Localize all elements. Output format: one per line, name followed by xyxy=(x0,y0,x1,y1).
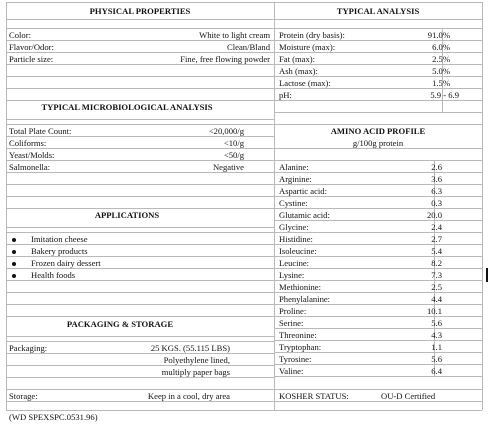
grid-line xyxy=(274,256,482,257)
grid-line xyxy=(6,268,274,269)
amino-acid-value: 6.4 xyxy=(431,366,442,376)
grid-line xyxy=(274,28,482,29)
amino-subheading: g/100g protein xyxy=(352,138,404,148)
physical-particle-value: Fine, free flowing powder xyxy=(180,54,270,64)
amino-acid-label: Proline: xyxy=(279,306,307,316)
micro-coliforms-value: <10/g xyxy=(223,138,244,148)
grid-line xyxy=(6,389,274,390)
bullet-icon xyxy=(12,250,16,254)
grid-line xyxy=(274,196,482,197)
amino-acid-value: 10.1 xyxy=(426,306,442,316)
grid-line xyxy=(274,244,482,245)
micro-salmonella-value: Negative xyxy=(212,162,244,172)
grid-line xyxy=(6,52,274,53)
analysis-protein-label: Protein (dry basis): xyxy=(279,30,345,40)
amino-acid-value: 2.4 xyxy=(431,222,442,232)
grid-line xyxy=(6,2,482,3)
amino-acid-value: 2.5 xyxy=(431,282,442,292)
grid-line xyxy=(6,184,274,185)
grid-line xyxy=(6,100,274,101)
grid-line xyxy=(6,244,274,245)
physical-flavor-label: Flavor/Odor: xyxy=(9,42,54,52)
grid-line xyxy=(6,410,482,411)
application-item: Imitation cheese xyxy=(31,234,88,244)
amino-acid-label: Phenylalanine: xyxy=(279,294,331,304)
bullet-icon xyxy=(12,274,16,278)
packaging-line: 25 KGS. (55.115 LBS) xyxy=(150,343,230,353)
applications-heading: APPLICATIONS xyxy=(94,210,160,220)
amino-acid-label: Tyrosine: xyxy=(279,354,312,364)
micro-heading: TYPICAL MICROBIOLOGICAL ANALYSIS xyxy=(41,102,213,112)
amino-acid-label: Lysine: xyxy=(279,270,305,280)
micro-yeast-label: Yeast/Molds: xyxy=(9,150,55,160)
grid-line xyxy=(6,28,274,29)
amino-acid-label: Tryptophan: xyxy=(279,342,322,352)
amino-acid-label: Histidine: xyxy=(279,234,313,244)
amino-acid-value: 6.3 xyxy=(431,186,442,196)
grid-line xyxy=(274,19,482,20)
amino-acid-label: Glutamic acid: xyxy=(279,210,330,220)
grid-line xyxy=(274,376,482,377)
grid-line xyxy=(274,268,482,269)
grid-line xyxy=(274,172,482,173)
kosher-label: KOSHER STATUS: xyxy=(279,391,349,401)
grid-line xyxy=(274,389,482,390)
analysis-ash-label: Ash (max): xyxy=(279,66,318,76)
grid-line xyxy=(274,304,482,305)
grid-line xyxy=(6,292,274,293)
physical-color-value: White to light cream xyxy=(199,30,270,40)
grid-line xyxy=(6,401,274,402)
amino-acid-value: 0.3 xyxy=(431,198,442,208)
amino-acid-label: Serine: xyxy=(279,318,304,328)
amino-acid-value: 4.3 xyxy=(431,330,442,340)
grid-line xyxy=(274,292,482,293)
amino-acid-value: 5.6 xyxy=(431,318,442,328)
grid-line xyxy=(6,316,274,317)
grid-line xyxy=(6,172,274,173)
grid-line xyxy=(274,316,482,317)
storage-value: Keep in a cool, dry area xyxy=(147,391,230,401)
analysis-moisture-value: 6.0% xyxy=(432,42,450,52)
analysis-ash-value: 5.0% xyxy=(432,66,450,76)
grid-line xyxy=(6,119,274,120)
grid-line xyxy=(274,352,482,353)
grid-line xyxy=(6,232,274,233)
grid-line xyxy=(274,401,482,402)
kosher-value: OU-D Certified xyxy=(381,391,436,401)
amino-acid-value: 2.6 xyxy=(431,162,442,172)
packaging-label: Packaging: xyxy=(9,343,48,353)
grid-line xyxy=(6,136,274,137)
grid-line xyxy=(6,19,274,20)
analysis-lactose-value: 1.5% xyxy=(432,78,450,88)
physical-heading: PHYSICAL PROPERTIES xyxy=(89,6,191,16)
grid-line xyxy=(274,124,482,125)
physical-color-label: Color: xyxy=(9,30,31,40)
grid-line xyxy=(482,2,483,410)
grid-line xyxy=(6,148,274,149)
grid-line xyxy=(6,377,274,378)
grid-line xyxy=(274,220,482,221)
amino-acid-value: 5.6 xyxy=(431,354,442,364)
spec-sheet-table xyxy=(6,0,482,422)
amino-acid-label: Valine: xyxy=(279,366,304,376)
micro-coliforms-label: Coliforms: xyxy=(9,138,47,148)
grid-line xyxy=(6,304,274,305)
micro-salmonella-label: Salmonella: xyxy=(9,162,51,172)
grid-line xyxy=(274,88,482,89)
grid-line xyxy=(274,184,482,185)
amino-acid-value: 1.1 xyxy=(431,342,442,352)
amino-acid-label: Arginine: xyxy=(279,174,312,184)
amino-acid-value: 8.2 xyxy=(431,258,442,268)
grid-line xyxy=(274,208,482,209)
amino-acid-value: 3.6 xyxy=(431,174,442,184)
grid-line xyxy=(274,280,482,281)
grid-line xyxy=(6,76,274,77)
physical-particle-label: Particle size: xyxy=(9,54,54,64)
grid-line xyxy=(6,208,274,209)
grid-line xyxy=(6,196,274,197)
analysis-heading: TYPICAL ANALYSIS xyxy=(336,6,420,16)
grid-line xyxy=(6,365,274,366)
amino-heading: AMINO ACID PROFILE xyxy=(330,126,426,136)
grid-line xyxy=(6,280,274,281)
grid-line xyxy=(6,160,274,161)
bullet-icon xyxy=(12,238,16,242)
analysis-moisture-label: Moisture (max): xyxy=(279,42,336,52)
grid-line xyxy=(274,76,482,77)
bullet-icon xyxy=(12,262,16,266)
amino-acid-label: Aspartic acid: xyxy=(279,186,327,196)
grid-line xyxy=(274,364,482,365)
grid-line xyxy=(6,124,274,125)
grid-line xyxy=(274,148,482,149)
physical-flavor-value: Clean/Bland xyxy=(227,42,270,52)
grid-line xyxy=(274,112,482,113)
micro-tpc-value: <20,000/g xyxy=(208,126,244,136)
amino-acid-label: Glycine: xyxy=(279,222,309,232)
micro-tpc-label: Total Plate Count: xyxy=(9,126,72,136)
application-item: Bakery products xyxy=(31,246,88,256)
amino-acid-label: Methionine: xyxy=(279,282,322,292)
packaging-heading: PACKAGING & STORAGE xyxy=(66,319,174,329)
amino-acid-value: 4.4 xyxy=(431,294,442,304)
amino-acid-label: Alanine: xyxy=(279,162,309,172)
grid-line xyxy=(6,353,274,354)
application-item: Health foods xyxy=(31,270,76,280)
analysis-ph-value: 5.9 - 6.9 xyxy=(430,90,459,100)
analysis-ph-label: pH: xyxy=(279,90,292,100)
analysis-fat-value: 2.5% xyxy=(432,54,450,64)
grid-line xyxy=(6,227,274,228)
amino-acid-value: 2.7 xyxy=(431,234,442,244)
grid-line xyxy=(6,64,274,65)
amino-acid-label: Threonine: xyxy=(279,330,317,340)
grid-line xyxy=(274,232,482,233)
grid-line xyxy=(274,160,482,161)
packaging-line: Polyethylene lined, xyxy=(163,355,230,365)
packaging-line: multiply paper bags xyxy=(161,367,230,377)
amino-acid-label: Cystine: xyxy=(279,198,308,208)
amino-acid-value: 20.0 xyxy=(426,210,442,220)
text-cursor xyxy=(486,268,488,282)
analysis-fat-label: Fat (max): xyxy=(279,54,316,64)
grid-line xyxy=(274,340,482,341)
amino-acid-value: 7.3 xyxy=(431,270,442,280)
grid-line xyxy=(274,40,482,41)
grid-line xyxy=(6,88,274,89)
grid-line xyxy=(6,40,274,41)
amino-acid-label: Isoleucine: xyxy=(279,246,317,256)
grid-line xyxy=(274,64,482,65)
grid-line xyxy=(6,336,274,337)
grid-line xyxy=(274,52,482,53)
document-code: (WD SPEXSPC.0531.96) xyxy=(9,412,98,422)
grid-line xyxy=(6,256,274,257)
analysis-lactose-label: Lactose (max): xyxy=(279,78,331,88)
grid-line xyxy=(6,341,274,342)
application-item: Frozen dairy dessert xyxy=(31,258,101,268)
amino-acid-value: 5.4 xyxy=(431,246,442,256)
analysis-protein-value: 91.0% xyxy=(427,30,450,40)
micro-yeast-value: <50/g xyxy=(223,150,244,160)
grid-line xyxy=(274,328,482,329)
grid-line xyxy=(274,100,482,101)
storage-label: Storage: xyxy=(9,391,38,401)
amino-acid-label: Leucine: xyxy=(279,258,310,268)
